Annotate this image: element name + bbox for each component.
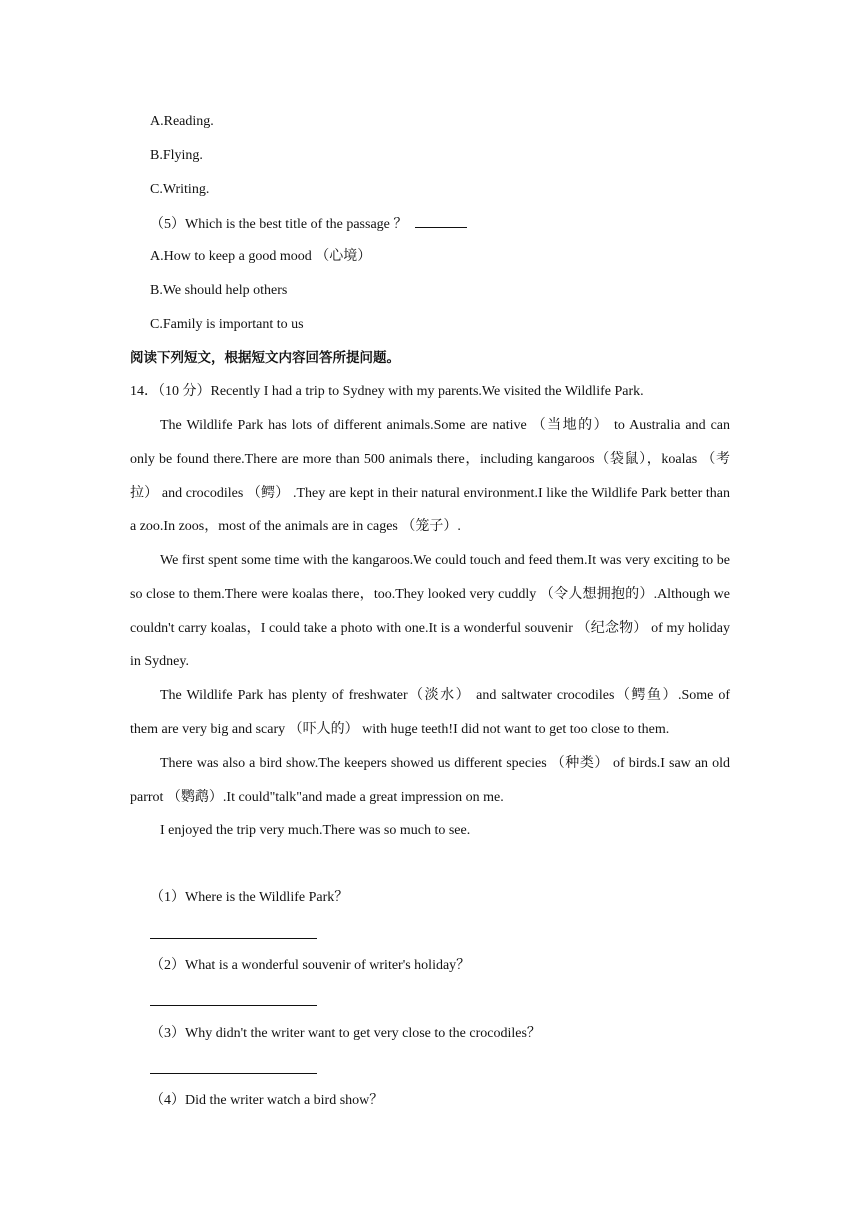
section-heading: 阅读下列短文，根据短文内容回答所提问题。 [130, 350, 400, 366]
answer-blank[interactable] [415, 213, 467, 228]
passage-paragraph-5: I enjoyed the trip very much.There was so much to see. [160, 823, 471, 838]
passage-paragraph-4: There was also a bird show.The keepers showed us different species （种类） of birds.I saw an old parrot （鹦鹉）.It could"talk"and made a great impression on me. [130, 756, 730, 805]
question-2: （2）What is a wonderful souvenir of writer's holiday？ [150, 958, 471, 973]
q5-option-c: C.Family is important to us [150, 317, 304, 332]
option-a-reading: A.Reading. [150, 114, 214, 129]
answer-line-2[interactable] [150, 1005, 317, 1006]
answer-line-3[interactable] [150, 1073, 317, 1074]
passage-paragraph-1: The Wildlife Park has lots of different animals.Some are native （当地的） to Australia and can only be found there.There are more than 500 animals there，including kangaroos（袋鼠），koalas （考拉） and crocodiles （鳄） .They are kept in their natural environment.I like the Wildlife Park better than a zoo.In zoos，most of the animals are in cages （笼子）. [130, 418, 730, 535]
option-b-flying: B.Flying. [150, 148, 203, 163]
q5-option-a: A.How to keep a good mood （心境） [150, 249, 372, 264]
passage-paragraph-3: The Wildlife Park has plenty of freshwater（淡水） and saltwater crocodiles（鳄鱼）.Some of them are very big and scary （吓人的） with huge teeth!I did not want to get too close to them. [130, 688, 730, 737]
question-5 [150, 213, 467, 235]
question-5-prompt: （5）Which is the best title of the passage ？ [150, 217, 408, 232]
question-1: （1）Where is the Wildlife Park？ [150, 890, 349, 905]
question-4: （4）Did the writer watch a bird show？ [150, 1093, 384, 1108]
q5-option-b: B.We should help others [150, 283, 288, 298]
question-14-intro: 14．（10 分）Recently I had a trip to Sydney with my parents.We visited the Wildlife Park. [130, 384, 644, 399]
question-3: （3）Why didn't the writer want to get very close to the crocodiles？ [150, 1026, 541, 1041]
answer-line-1[interactable] [150, 938, 317, 939]
option-c-writing: C.Writing. [150, 182, 210, 197]
passage-paragraph-2: We first spent some time with the kangaroos.We could touch and feed them.It was very exciting to be so close to them.There were koalas there，too.They looked very cuddly （令人想拥抱的）.Although we couldn't carry koalas，I could take a photo with one.It is a wonderful souvenir （纪念物） of my holiday in Sydney. [130, 553, 730, 670]
